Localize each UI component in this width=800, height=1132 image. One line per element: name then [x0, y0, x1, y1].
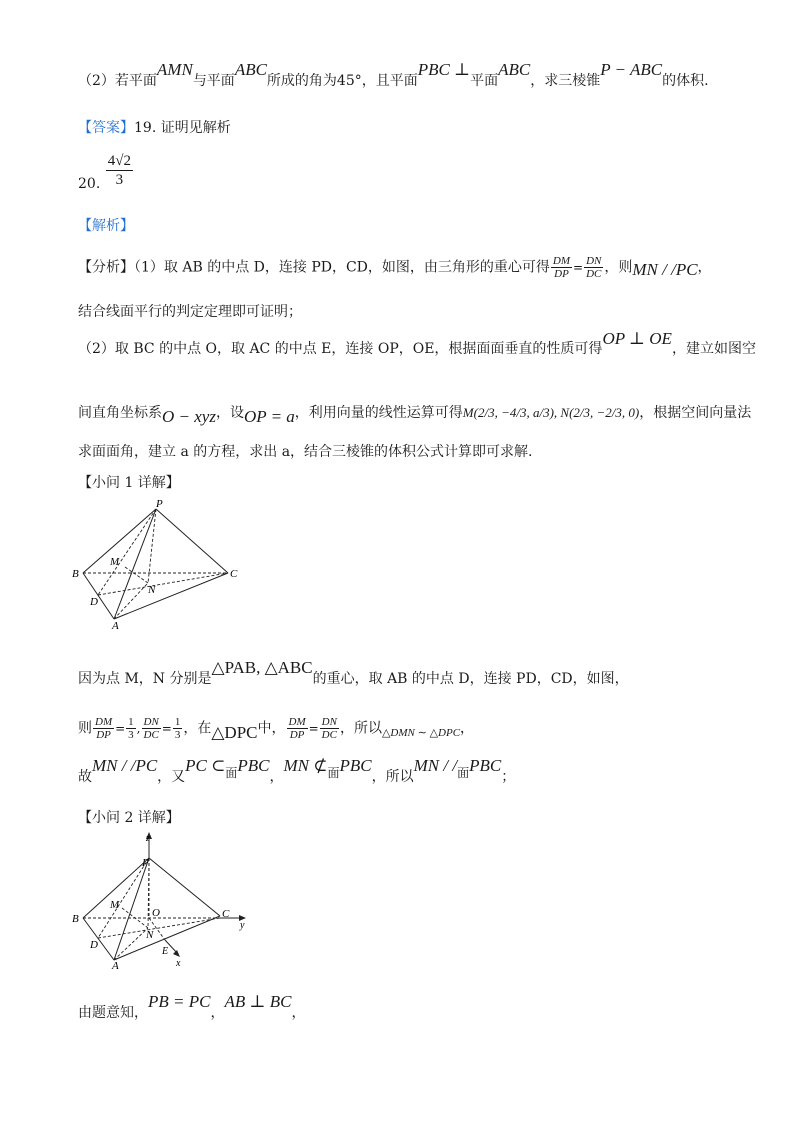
- ans20-num: 4√2: [107, 153, 131, 169]
- sub1-l3b: ，又: [157, 769, 186, 785]
- sub1-mian2: 面: [327, 766, 340, 780]
- analysis-line5: 求面面角，建立 a 的方程，求出 a，结合三棱锥的体积公式计算即可求解.: [78, 444, 533, 460]
- f2d: DC: [586, 268, 602, 280]
- fig2-label-z: z: [146, 833, 150, 844]
- analysis-p4d: ，根据空间向量法: [639, 405, 752, 421]
- sub1-pcsub: PC ⊂: [185, 756, 226, 775]
- sub2-abbc: AB ⊥ BC: [224, 992, 292, 1011]
- sub2-l1c: ，: [291, 1005, 306, 1021]
- fig1-label-n: N: [148, 584, 156, 596]
- analysis-line4: [78, 402, 752, 426]
- fig2-label-c: C: [222, 908, 230, 920]
- analysis-line1: [78, 255, 712, 280]
- eq3: =: [308, 721, 319, 736]
- analysis-p1c: ，: [697, 259, 712, 276]
- q2-pbc: PBC ⊥: [417, 60, 471, 79]
- analysis-p1a: （1）取 AB 的中点 D，连接 PD，CD，如图，由三角形的重心可得: [134, 259, 550, 276]
- fig2-label-m: M: [110, 899, 120, 911]
- fig2-label-e: E: [162, 946, 169, 957]
- sub1-mian1: 面: [225, 766, 238, 780]
- analysis-tag: 【分析】: [78, 259, 134, 276]
- sub1-l2b: ，在: [183, 720, 212, 737]
- sub1-mnpar: MN / /: [413, 756, 458, 775]
- fig2-label-a: A: [112, 960, 119, 970]
- eq: =: [573, 260, 584, 275]
- fig1-label-a: A: [112, 620, 119, 630]
- analysis-mcoord: M(2/3, −4/3, a/3), N(2/3, −2/3, 0): [462, 405, 640, 420]
- sub1-line1: [78, 658, 629, 688]
- r1n: DM: [95, 716, 113, 728]
- ans20-den: 3: [115, 172, 124, 188]
- f2n: DN: [586, 255, 602, 267]
- frac-r4: [320, 716, 339, 741]
- analysis-p3a: （2）取 BC 的中点 O，取 AC 的中点 E，连接 OP，OE，根据面面垂直的性质可得: [78, 341, 603, 357]
- jiexi-tag: 【解析】: [78, 218, 134, 234]
- analysis-p4c: ，利用向量的线性运算可得: [294, 405, 463, 421]
- sub2-l1a: 由题意知，: [78, 1005, 148, 1021]
- eq1: =: [115, 721, 126, 736]
- figure-1: [70, 495, 250, 630]
- sub1-pbc1: PBC: [237, 756, 270, 775]
- sub2-line1: [78, 992, 306, 1021]
- sub1-l1a: 因为点 M，N 分别是: [78, 671, 212, 687]
- r2d: DC: [143, 729, 159, 741]
- analysis-line2: 结合线面平行的判定定理即可证明；: [78, 304, 302, 320]
- sub1-dpc: △DPC: [211, 722, 258, 742]
- sub1-tri: △PAB, △ABC: [211, 658, 313, 677]
- answer-line: [78, 117, 231, 137]
- one2n: 1: [174, 716, 181, 728]
- r1d: DP: [96, 729, 111, 741]
- frac-r2: [142, 716, 161, 741]
- sub1-l2a: 则: [78, 720, 92, 737]
- q2-abc1: ABC: [234, 60, 267, 79]
- q2-tail: 的体积.: [662, 73, 709, 89]
- r4d: DC: [321, 729, 337, 741]
- sub2-tag: 【小问 2 详解】: [78, 810, 180, 826]
- sub1-l2d: ，所以: [339, 720, 382, 737]
- q2-plane2: 平面: [470, 73, 499, 89]
- sub2-l1b: ，: [210, 1005, 225, 1021]
- q2-abc2: ABC: [498, 60, 531, 79]
- f1d: DP: [554, 268, 569, 280]
- one1n: 1: [128, 716, 134, 728]
- sub1-l3d: ，所以: [371, 769, 414, 785]
- eq2: =: [161, 721, 172, 736]
- fig1-label-b: B: [72, 568, 79, 580]
- fig1-label-p: P: [156, 498, 163, 510]
- q2-angle: 所成的角为45°，且平面: [266, 73, 418, 89]
- sub1-line3: [78, 756, 516, 785]
- analysis-mnpc: MN / /PC: [632, 259, 698, 279]
- sub1-l2c: 中，: [257, 720, 286, 737]
- q2-ask: ，求三棱锥: [530, 73, 601, 89]
- fig2-label-n: N: [146, 929, 154, 941]
- sub1-pbc3: PBC: [469, 756, 502, 775]
- ans20-fraction: [106, 152, 133, 189]
- sub1-sim: △DMN ∼ △DPC: [381, 726, 461, 739]
- f1n: DM: [552, 255, 571, 267]
- frac-dm-dp: [551, 255, 572, 280]
- fig2-label-d: D: [90, 939, 98, 951]
- fig1-label-m: M: [110, 556, 120, 568]
- fig2-label-p: P: [142, 857, 149, 869]
- x-arrow-icon: [173, 950, 180, 957]
- sub1-pbc2: PBC: [339, 756, 372, 775]
- r3d: DP: [289, 729, 305, 741]
- analysis-p1b: ，则: [604, 259, 633, 276]
- fig2-label-o: O: [152, 907, 160, 919]
- analysis-p4a: 间直角坐标系: [78, 405, 162, 421]
- one2d: 3: [174, 729, 181, 741]
- sub1-line2: 则 $\frac{DM}{DP}$ = $\frac{1}{3}$ , $\frac{DN}{DC}$ = $\frac{1}{3}$ ，在△DPC中， $\frac{DM}{DP}$ = $\frac{DN}{DC}$ ，所以$_{\triangle DMN \sim \triangle DPC}$，: [78, 716, 475, 742]
- q2-with: 与平面: [192, 73, 235, 89]
- fig2-label-b: B: [72, 913, 79, 925]
- figure-2: [70, 830, 260, 970]
- analysis-line3: [78, 329, 756, 358]
- r4n: DN: [321, 716, 337, 728]
- analysis-p3b: ，建立如图空: [671, 341, 756, 357]
- q2-line: [78, 60, 709, 90]
- frac-one2: [173, 716, 183, 741]
- sub1-mnnot: MN ⊄: [283, 756, 328, 775]
- answer-tag: 【答案】: [78, 120, 134, 136]
- one1d: 3: [128, 729, 134, 741]
- analysis-opoe: OP ⊥ OE: [602, 329, 672, 348]
- analysis-p4b: ，设: [215, 405, 244, 421]
- frac-r1: [93, 716, 114, 741]
- sub1-mian3: 面: [457, 766, 470, 780]
- r3n: DM: [288, 716, 306, 728]
- answer-20: [78, 152, 134, 192]
- frac-r3: [287, 716, 308, 741]
- frac-dn-dc: [584, 255, 603, 280]
- fig2-label-x: x: [176, 958, 181, 969]
- q2-amn: AMN: [156, 60, 193, 79]
- frac-one1: [126, 716, 136, 741]
- sub1-l2e: ，: [460, 720, 475, 737]
- answer-text: 19. 证明见解析: [134, 120, 231, 136]
- analysis-oxyz: O − xyz: [162, 407, 216, 426]
- sub1-l3c: ，: [269, 769, 284, 785]
- analysis-opa: OP = a: [243, 407, 295, 426]
- sub1-tag: 【小问 1 详解】: [78, 475, 180, 491]
- q2-pabc: P − ABC: [600, 60, 663, 79]
- sub1-mnpc: MN / /PC: [92, 756, 158, 775]
- fig1-label-d: D: [90, 596, 98, 608]
- sub2-pbpc: PB = PC: [148, 992, 211, 1011]
- r2n: DN: [143, 716, 159, 728]
- sub1-l3e: ；: [501, 769, 516, 785]
- ans20-label: 20.: [78, 175, 101, 192]
- sub1-l1b: 的重心，取 AB 的中点 D，连接 PD，CD，如图，: [312, 671, 629, 687]
- q2-lead: （2）若平面: [78, 73, 157, 89]
- fig2-label-y: y: [240, 920, 245, 931]
- sub1-l3a: 故: [78, 769, 92, 785]
- fig1-label-c: C: [230, 568, 238, 580]
